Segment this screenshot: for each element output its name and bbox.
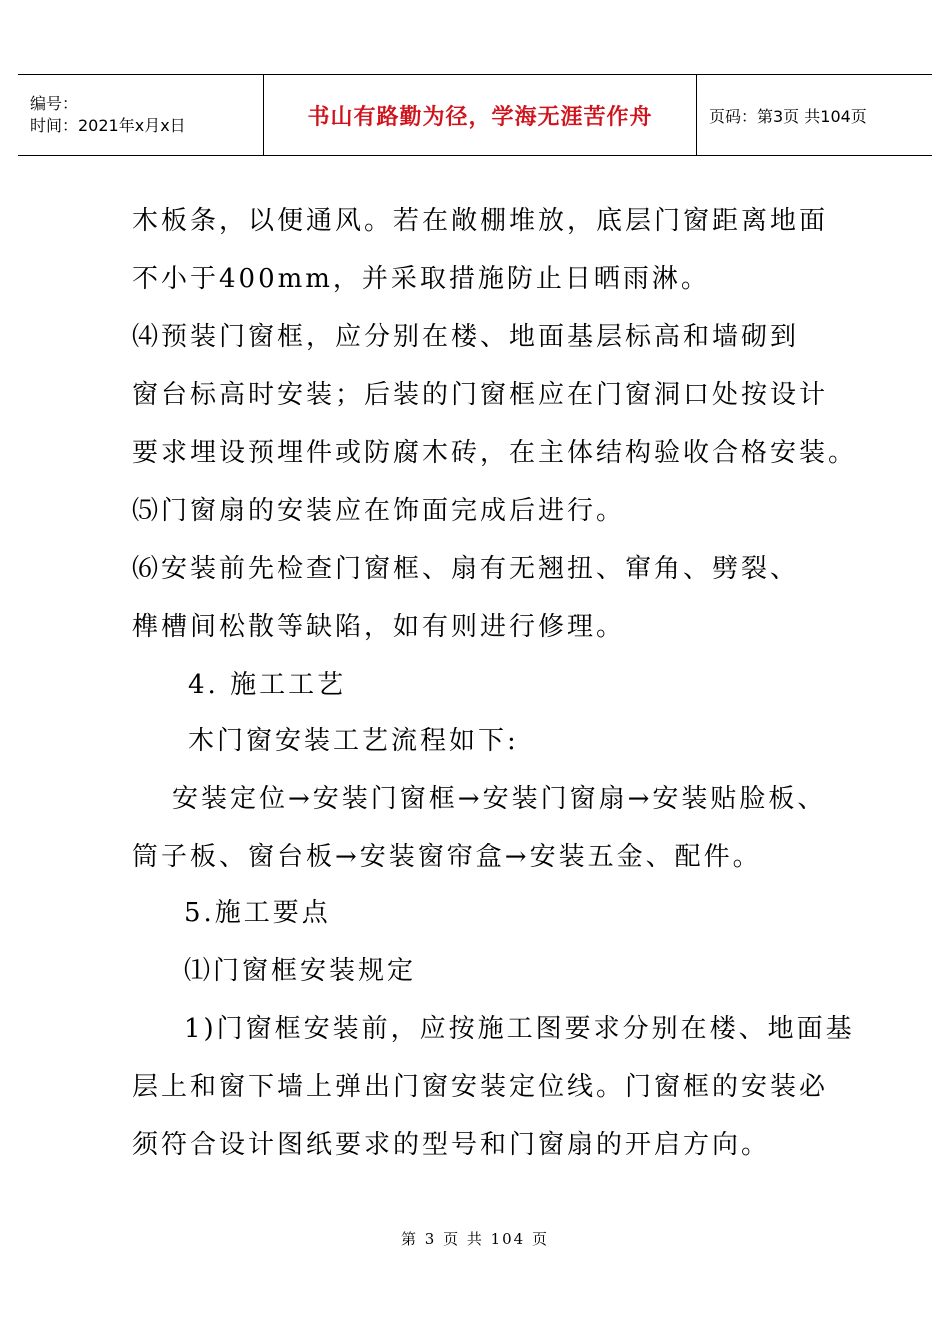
- body-line: 要求埋设预埋件或防腐木砖，在主体结构验收合格安装。: [132, 438, 858, 468]
- body-line: 须符合设计图纸要求的型号和门窗扇的开启方向。: [132, 1130, 771, 1160]
- body-line: 木板条，以便通风。若在敞棚堆放，底层门窗距离地面: [132, 206, 829, 236]
- section-heading: 4. 施工工艺: [188, 670, 347, 700]
- header-page-cell: [697, 75, 933, 156]
- document-header: [18, 74, 932, 156]
- body-line: ⑷预装门窗框，应分别在楼、地面基层标高和墙砌到: [132, 322, 800, 352]
- document-number-label: 编号：: [30, 94, 79, 113]
- subsection-heading: ⑴门窗框安装规定: [184, 956, 417, 986]
- body-line: 木门窗安装工艺流程如下:: [188, 726, 519, 756]
- body-line: 窗台标高时安装；后装的门窗框应在门窗洞口处按设计: [132, 380, 829, 410]
- body-line: 榫槽间松散等缺陷，如有则进行修理。: [132, 612, 626, 642]
- header-page-info: 页码：第3页 共104页: [709, 106, 867, 126]
- body-line: 不小于400mm，并采取措施防止日晒雨淋。: [132, 264, 710, 294]
- section-heading: 5.施工要点: [184, 898, 331, 928]
- body-line: 1)门窗框安装前，应按施工图要求分别在楼、地面基: [184, 1014, 855, 1044]
- header-motto-cell: [264, 75, 697, 156]
- process-flow-line: 筒子板、窗台板→安装窗帘盒→安装五金、配件。: [132, 842, 762, 872]
- header-meta-cell: [18, 75, 264, 156]
- body-line: 层上和窗下墙上弹出门窗安装定位线。门窗框的安装必: [132, 1072, 829, 1102]
- page-footer: 第 3 页 共 104 页: [400, 1230, 549, 1248]
- header-motto: 书山有路勤为径，学海无涯苦作舟: [307, 104, 653, 130]
- body-line: ⑸门窗扇的安装应在饰面完成后进行。: [132, 496, 626, 526]
- body-line: ⑹安装前先检查门窗框、扇有无翘扭、窜角、劈裂、: [132, 554, 800, 584]
- process-flow-line: 安装定位→安装门窗框→安装门窗扇→安装贴脸板、: [172, 784, 827, 814]
- document-date-label: 时间：2021年x月x日: [30, 116, 186, 135]
